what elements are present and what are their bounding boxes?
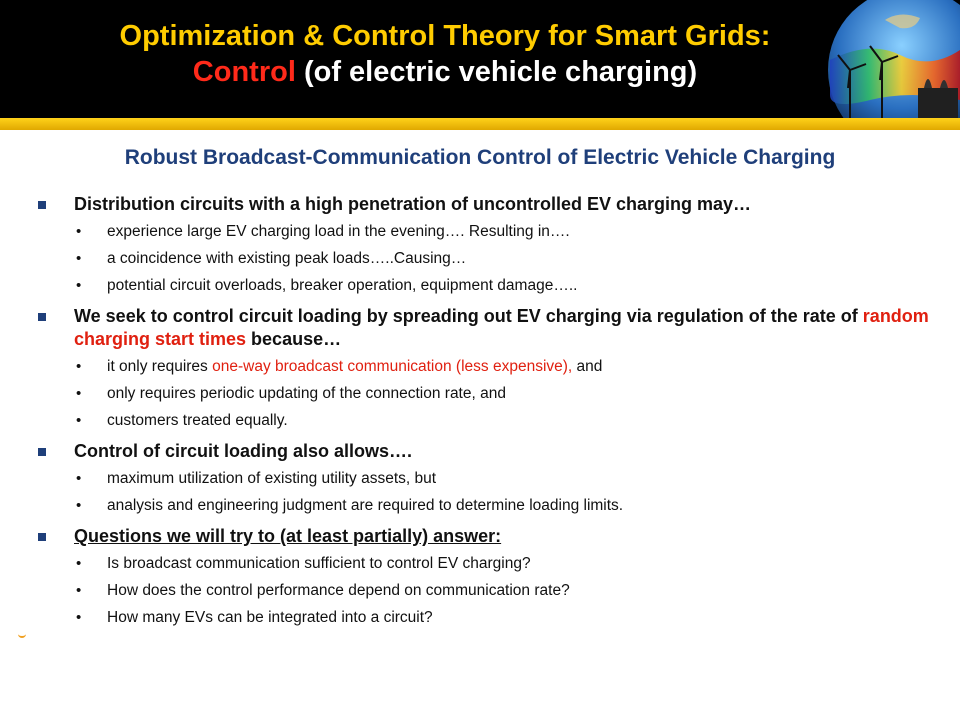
sub-bullet-item [36, 411, 936, 431]
bullet-group [36, 440, 936, 516]
earth-and-wind-turbines-image [790, 0, 960, 118]
sub-bullet-text: experience large EV charging load in the evening…. Resulting in…. [107, 223, 570, 240]
sub-bullet-item [36, 608, 936, 628]
sub-bullet-item [36, 249, 936, 269]
sub-bullet-text: How does the control performance depend on communication rate? [107, 582, 570, 599]
sub-bullet-text: analysis and engineering judgment are required to determine loading limits. [107, 497, 624, 514]
dot-bullet-icon: • [76, 250, 82, 267]
bullet-text: Questions we will try to (at least partially) answer: [74, 526, 502, 546]
sub-bullet-text: Is broadcast communication sufficient to control EV charging? [107, 555, 531, 572]
sub-bullet-text-part: it only requires [107, 358, 213, 375]
sub-bullet-text: potential circuit overloads, breaker operation, equipment damage….. [107, 277, 578, 294]
dot-bullet-icon: • [76, 609, 82, 626]
dot-bullet-icon: • [76, 497, 82, 514]
dot-bullet-icon: • [76, 582, 82, 599]
bullet-text: Control of circuit loading also allows…. [74, 441, 413, 461]
bullet-text-part: We seek to control circuit loading by spreading out EV charging via regulation of the rate of [74, 306, 863, 326]
bullet-item [36, 193, 936, 216]
sub-bullet-text: only requires periodic updating of the connection rate, and [107, 385, 506, 402]
header-title-line2 [0, 54, 890, 90]
sub-bullet-item [36, 357, 936, 377]
sub-bullet-item [36, 276, 936, 296]
bullet-item [36, 305, 936, 351]
header-title-accent: Control [192, 56, 296, 88]
sub-bullet-item [36, 384, 936, 404]
square-bullet-icon [38, 448, 46, 456]
square-bullet-icon [38, 533, 46, 541]
sub-bullet-item [36, 469, 936, 489]
dot-bullet-icon: • [76, 385, 82, 402]
sub-bullet-text: a coincidence with existing peak loads…..Causing… [107, 250, 467, 267]
header-title-line1: Optimization & Control Theory for Smart Grids: [119, 20, 771, 52]
dot-bullet-icon: • [76, 358, 82, 375]
bullet-text: Distribution circuits with a high penetration of uncontrolled EV charging may… [74, 194, 752, 214]
bullet-item [36, 525, 936, 548]
bullet-item [36, 440, 936, 463]
sub-bullet-text: How many EVs can be integrated into a circuit? [107, 609, 433, 626]
square-bullet-icon [38, 313, 46, 321]
bullet-text-highlight: random charging start times [74, 306, 929, 349]
header-title [0, 18, 890, 90]
sub-bullet-text-highlight: one-way broadcast communication (less expensive), [212, 358, 573, 375]
bullet-group [36, 525, 936, 628]
header-title-rest: (of electric vehicle charging) [295, 56, 698, 88]
decorative-mark [18, 630, 26, 638]
sub-bullet-item [36, 554, 936, 574]
bullet-group [36, 305, 936, 431]
sub-bullet-text: maximum utilization of existing utility assets, but [107, 470, 437, 487]
slide-header [0, 0, 960, 118]
dot-bullet-icon: • [76, 470, 82, 487]
sub-bullet-text-part: and [572, 358, 603, 375]
bullet-text-part: because… [246, 329, 342, 349]
sub-bullet-text: customers treated equally. [107, 412, 288, 429]
square-bullet-icon [38, 201, 46, 209]
dot-bullet-icon: • [76, 412, 82, 429]
slide-title: Robust Broadcast-Communication Control of Electric Vehicle Charging [124, 146, 836, 169]
dot-bullet-icon: • [76, 555, 82, 572]
sub-bullet-item [36, 581, 936, 601]
sub-bullet-item [36, 496, 936, 516]
dot-bullet-icon: • [76, 277, 82, 294]
bullet-text [74, 306, 929, 349]
header-divider-bar [0, 118, 960, 130]
slide-body [36, 193, 936, 637]
dot-bullet-icon: • [76, 223, 82, 240]
sub-bullet-item [36, 222, 936, 242]
bullet-group [36, 193, 936, 296]
